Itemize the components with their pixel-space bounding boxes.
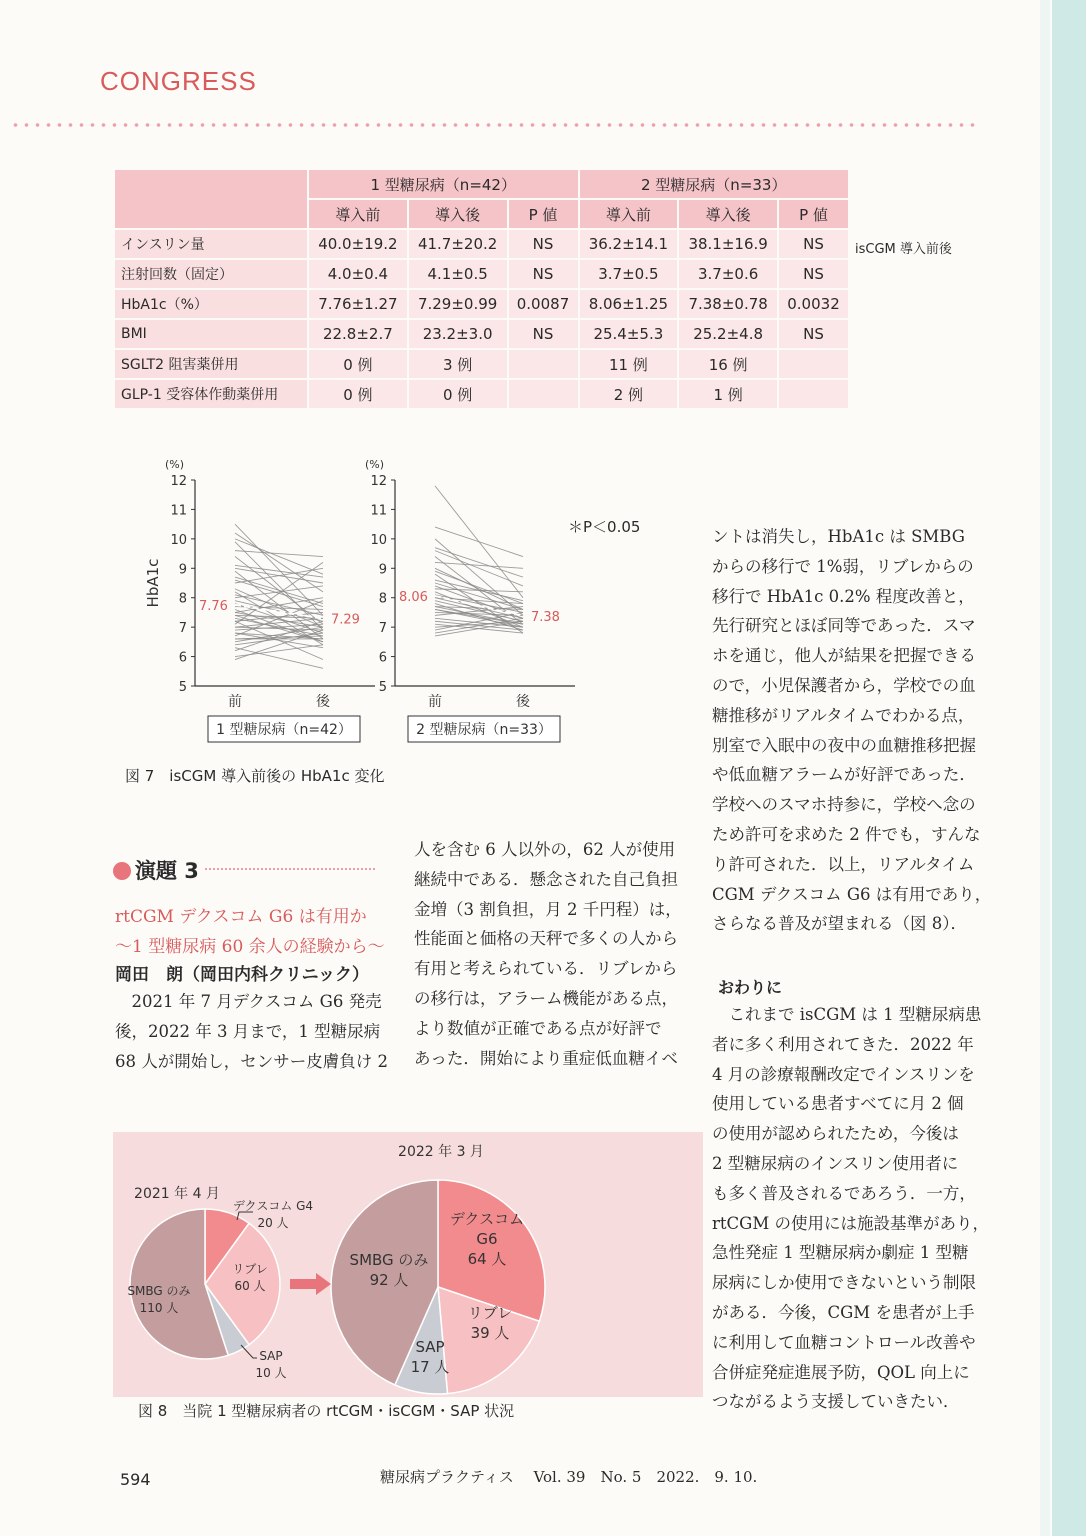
- panel-label: 1 型糖尿病（n=42）: [216, 722, 352, 738]
- patient-line: [235, 580, 323, 606]
- group1-header: 1 型糖尿病（n=42）: [309, 170, 578, 198]
- text-line: 2 型糖尿病のインスリン使用者に: [712, 1153, 959, 1173]
- slice-label: SAP: [259, 1349, 283, 1363]
- mean-after-label: 7.38: [531, 609, 560, 625]
- text-line: ため許可を求めた 2 件でも，すんな: [712, 824, 981, 844]
- mean-before-label: 7.76: [199, 598, 228, 614]
- table-cell: 36.2±14.1: [580, 230, 678, 258]
- y-tick-label: 12: [370, 474, 387, 489]
- table-cell: NS: [779, 320, 848, 348]
- table-group-header: [115, 170, 848, 198]
- table-cell: 0 例: [309, 350, 407, 378]
- section-dotted-rule: [205, 868, 375, 870]
- patient-line: [235, 595, 323, 616]
- row-label: BMI: [115, 320, 307, 348]
- table-cell: 40.0±19.2: [309, 230, 407, 258]
- body-text-middle: [414, 835, 690, 1073]
- table-cell: 0.0032: [779, 290, 848, 318]
- y-tick-label: 6: [378, 650, 387, 666]
- text-line: 合併症発症進展予防，QOL 向上に: [712, 1362, 970, 1382]
- text-line: 糖推移がリアルタイムでわかる点，: [712, 705, 975, 725]
- y-tick-label: 6: [178, 650, 187, 666]
- y-tick-label: 5: [378, 680, 387, 695]
- section-subtitle: [115, 902, 385, 962]
- table-cell: 38.1±16.9: [679, 230, 777, 258]
- table-cell: 11 例: [580, 350, 678, 378]
- y-unit-label: (%): [165, 458, 185, 471]
- x-category-label: 後: [516, 694, 530, 710]
- table-row: [115, 290, 848, 318]
- section-author: 岡田 朗（岡田内科クリニック）: [115, 965, 369, 985]
- y-tick-label: 11: [170, 503, 187, 519]
- text-line: 4 月の診療報酬改定でインスリンを: [712, 1064, 975, 1084]
- row-label: HbA1c（%）: [115, 290, 307, 318]
- text-line: がある．今後，CGM を患者が上手: [712, 1302, 975, 1322]
- y-axis-label: HbA1c: [144, 558, 162, 608]
- slice-count: 39 人: [470, 1324, 510, 1342]
- text-line: 金増（3 割負担，月 2 千円程）は，: [414, 899, 682, 919]
- comparison-table: [113, 168, 850, 410]
- x-category-label: 前: [428, 694, 442, 710]
- mean-before-label: 8.06: [399, 589, 428, 605]
- table-cell: 1 例: [679, 380, 777, 408]
- y-tick-label: 9: [178, 562, 187, 578]
- row-label: GLP-1 受容体作動薬併用: [115, 380, 307, 408]
- leader-line: [241, 1345, 257, 1358]
- slice-count: 17 人: [410, 1358, 450, 1376]
- table-cell: 3 例: [409, 350, 507, 378]
- table-cell: NS: [779, 260, 848, 288]
- text-line: 人を含む 6 人以外の，62 人が使用: [414, 840, 676, 859]
- pie-2021: [127, 1185, 313, 1380]
- text-line: 68 人が開始し，センサー皮膚負け 2: [115, 1051, 388, 1071]
- y-tick-label: 8: [378, 591, 387, 607]
- subheader: 導入前: [580, 200, 678, 228]
- slice-count: 20 人: [257, 1216, 289, 1230]
- table-cell: NS: [509, 230, 578, 258]
- patient-line: [235, 539, 323, 574]
- figure8-chart: [113, 1132, 703, 1397]
- slice-label: デクスコム G4: [232, 1199, 314, 1213]
- y-tick-label: 10: [370, 532, 387, 548]
- text-line: 者に多く利用されてきた．2022 年: [712, 1034, 974, 1054]
- slice-label: SMBG のみ: [349, 1251, 429, 1269]
- y-tick-label: 12: [170, 474, 187, 489]
- bullet-dot-icon: [113, 862, 131, 880]
- text-line: 使用している患者すべてに月 2 個: [712, 1094, 964, 1114]
- text-line: より数値が正確である点が好評で: [414, 1018, 662, 1038]
- chart-panel-type2: [365, 458, 575, 742]
- subheader: P 値: [779, 200, 848, 228]
- text-line: ので，小児保護者から，学校での血: [712, 675, 976, 695]
- group2-header: 2 型糖尿病（n=33）: [580, 170, 849, 198]
- row-label: インスリン量: [115, 230, 307, 258]
- text-line: 2021 年 7 月デクスコム G6 発売: [115, 992, 382, 1011]
- patient-line: [235, 533, 323, 592]
- table-cell: NS: [779, 230, 848, 258]
- table-cell: NS: [509, 260, 578, 288]
- subtitle-line: rtCGM デクスコム G6 は有用か: [115, 907, 367, 927]
- text-line: これまで isCGM は 1 型糖尿病患: [712, 1005, 982, 1024]
- page-edge-shade: [1040, 0, 1050, 1536]
- text-line: ントは消失し，HbA1c は SMBG: [712, 527, 965, 546]
- section-heading-text: 演題 3: [135, 859, 199, 883]
- table-cell: [779, 380, 848, 408]
- patient-line: [235, 586, 323, 598]
- table-body: [115, 230, 848, 408]
- table-cell: 25.2±4.8: [679, 320, 777, 348]
- text-line: つながるよう支援していきたい．: [712, 1392, 960, 1412]
- y-unit-label: (%): [365, 458, 385, 471]
- row-label: 注射回数（固定）: [115, 260, 307, 288]
- patient-line: [435, 551, 523, 586]
- table-cell: 2 例: [580, 380, 678, 408]
- figure8-caption: 図 8 当院 1 型糖尿病者の rtCGM・isCGM・SAP 状況: [138, 1402, 515, 1420]
- text-line: 継続中である．懸念された自己負担: [414, 869, 678, 889]
- header-title: CONGRESS: [100, 66, 257, 96]
- table-row: [115, 260, 848, 288]
- text-line: 急性発症 1 型糖尿病か劇症 1 型糖: [712, 1243, 969, 1263]
- conclusion-heading: おわりに: [718, 978, 783, 997]
- text-line: あった．開始により重症低血糖イベ: [414, 1048, 678, 1068]
- table-cell: 16 例: [679, 350, 777, 378]
- slice-count: 110 人: [139, 1301, 179, 1315]
- y-tick-label: 8: [178, 591, 187, 607]
- table-cell: 3.7±0.5: [580, 260, 678, 288]
- x-category-label: 前: [228, 694, 242, 710]
- pvalue-note: ＊P＜0.05: [568, 518, 641, 536]
- slice-label: SAP: [415, 1338, 445, 1356]
- text-line: の移行は，アラーム機能がある点，: [414, 988, 678, 1008]
- text-line: も多く普及されるであろう．一方，: [712, 1183, 976, 1203]
- slice-count: 10 人: [255, 1366, 287, 1380]
- text-line: ホを通じ，他人が結果を把握できる: [712, 646, 976, 666]
- subheader: 導入後: [679, 200, 777, 228]
- table-cell: [779, 350, 848, 378]
- text-line: り許可された．以上，リアルタイム: [712, 854, 975, 874]
- table-cell: 8.06±1.25: [580, 290, 678, 318]
- page-number: 594: [120, 1470, 151, 1489]
- arrow-icon: [290, 1273, 331, 1295]
- subheader: 導入後: [409, 200, 507, 228]
- text-line: に利用して血糖コントロール改善や: [712, 1332, 976, 1352]
- text-line: 学校へのスマホ持参に，学校へ念の: [712, 795, 976, 815]
- y-tick-label: 11: [370, 503, 387, 519]
- table-cell: 7.38±0.78: [679, 290, 777, 318]
- pie-title: 2022 年 3 月: [398, 1144, 484, 1160]
- table-cell: 41.7±20.2: [409, 230, 507, 258]
- table-side-note: isCGM 導入前後: [855, 242, 952, 257]
- y-tick-label: 5: [178, 680, 187, 695]
- slice-sublabel: G6: [476, 1230, 498, 1248]
- text-line: rtCGM の使用には施設基準があり，: [712, 1213, 989, 1233]
- table-row: [115, 320, 848, 348]
- slice-count: 60 人: [234, 1279, 266, 1293]
- text-line: さらなる普及が望まれる（図 8）．: [712, 914, 967, 934]
- slice-count: 92 人: [369, 1271, 409, 1289]
- figure7-caption: 図 7 isCGM 導入前後の HbA1c 変化: [125, 767, 385, 785]
- table-cell: 7.29±0.99: [409, 290, 507, 318]
- table-cell: 22.8±2.7: [309, 320, 407, 348]
- table-row: [115, 350, 848, 378]
- text-line: 尿病にしか使用できないという制限: [712, 1273, 976, 1293]
- row-label: SGLT2 阻害薬併用: [115, 350, 307, 378]
- patient-line: [435, 562, 523, 568]
- body-text-left: [115, 987, 397, 1076]
- text-line: の使用が認められたため，今後は: [712, 1124, 959, 1144]
- table-cell: 3.7±0.6: [679, 260, 777, 288]
- table-cell: 23.2±3.0: [409, 320, 507, 348]
- y-tick-label: 7: [178, 621, 187, 637]
- body-text-right-top: [712, 522, 994, 939]
- text-line: や低血糖アラームが好評であった．: [712, 765, 976, 785]
- conclusion-text: [712, 1000, 994, 1417]
- table-cell: NS: [509, 320, 578, 348]
- table-cell: 0 例: [309, 380, 407, 408]
- table-cell: 25.4±5.3: [580, 320, 678, 348]
- text-line: 先行研究とほぼ同等であった．スマ: [712, 616, 976, 636]
- text-line: 別室で入眠中の夜中の血糖推移把握: [712, 735, 976, 755]
- slice-count: 64 人: [467, 1250, 507, 1268]
- y-tick-label: 7: [378, 621, 387, 637]
- table-row: [115, 380, 848, 408]
- table-cell: 0.0087: [509, 290, 578, 318]
- table-cell: 0 例: [409, 380, 507, 408]
- text-line: 後，2022 年 3 月まで，1 型糖尿病: [115, 1021, 381, 1041]
- subtitle-line: ～1 型糖尿病 60 余人の経験から～: [115, 937, 385, 957]
- text-line: CGM デクスコム G6 は有用であり，: [712, 884, 992, 904]
- panel-label: 2 型糖尿病（n=33）: [416, 722, 552, 738]
- slice-label: リブレ: [232, 1262, 268, 1276]
- figure7-chart: [130, 450, 580, 750]
- table-corner: [115, 170, 307, 228]
- table-cell: [509, 380, 578, 408]
- header-dotted-rule: [10, 122, 980, 128]
- text-line: からの移行で 1%弱，リブレからの: [712, 556, 974, 576]
- mean-after-label: 7.29: [331, 612, 360, 628]
- pie-title: 2021 年 4 月: [134, 1186, 220, 1202]
- subheader: P 値: [509, 200, 578, 228]
- journal-info: 糖尿病プラクティス Vol. 39 No. 5 2022. 9. 10.: [380, 1468, 758, 1486]
- x-category-label: 後: [316, 694, 330, 710]
- table-cell: 4.1±0.5: [409, 260, 507, 288]
- text-line: 性能面と価格の天秤で多くの人から: [414, 929, 678, 949]
- table-cell: [509, 350, 578, 378]
- page-edge-strip: [1052, 0, 1086, 1536]
- chart-panel-type1: [144, 458, 375, 742]
- table-cell: 7.76±1.27: [309, 290, 407, 318]
- y-tick-label: 10: [170, 532, 187, 548]
- table-cell: 4.0±0.4: [309, 260, 407, 288]
- y-tick-label: 9: [378, 562, 387, 578]
- slice-label: リブレ: [467, 1304, 513, 1322]
- subheader: 導入前: [309, 200, 407, 228]
- table-row: [115, 230, 848, 258]
- section-heading: [113, 855, 199, 885]
- slice-label: SMBG のみ: [127, 1284, 191, 1298]
- text-line: 移行で HbA1c 0.2% 程度改善と，: [712, 586, 975, 606]
- pie-2022: [331, 1143, 545, 1394]
- slice-label: デクスコム: [449, 1210, 525, 1228]
- text-line: 有用と考えられている．リブレから: [414, 959, 678, 979]
- patient-line: [235, 524, 323, 615]
